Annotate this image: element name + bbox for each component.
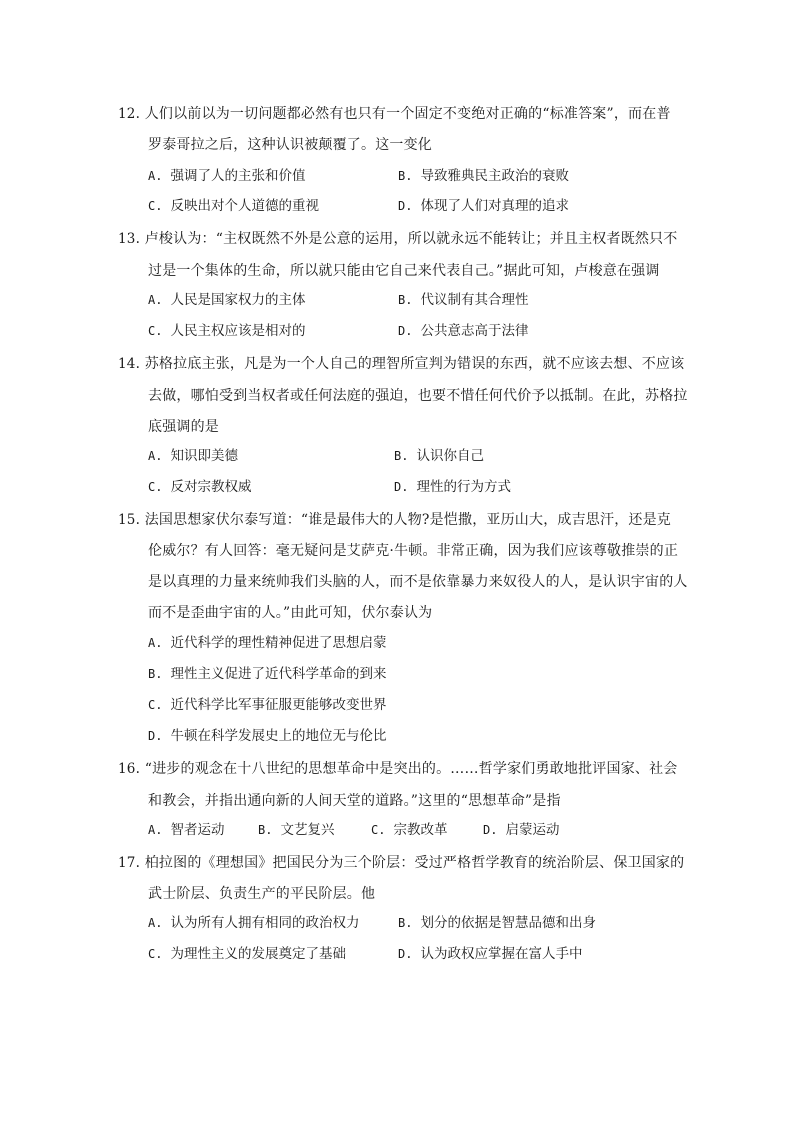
- question-17-line-1: [118, 848, 684, 878]
- option-a[interactable]: A. 智者运动: [148, 822, 225, 838]
- question-number: 12.: [118, 106, 141, 122]
- option-d[interactable]: D. 理性的行为方式: [394, 479, 511, 495]
- option-c[interactable]: C. 为理性主义的发展奠定了基础: [148, 946, 346, 962]
- question-number: 16.: [118, 761, 141, 777]
- question-text: 苏格拉底主张，凡是为一个人自己的理智所宣判为错误的东西，就不应该去想、不应该: [144, 356, 685, 372]
- question-number: 17.: [118, 855, 141, 871]
- option-a[interactable]: A. 知识即美德: [148, 448, 238, 464]
- option-b[interactable]: B. 代议制有其合理性: [398, 292, 529, 308]
- option-d[interactable]: D. 启蒙运动: [483, 822, 560, 838]
- option-b[interactable]: B. 划分的依据是智慧品德和出身: [398, 915, 596, 931]
- option-d[interactable]: D. 认为政权应掌握在富人手中: [398, 946, 583, 962]
- option-b[interactable]: B. 认识你自己: [394, 448, 484, 464]
- option-a[interactable]: A. 人民是国家权力的主体: [148, 292, 306, 308]
- option-c[interactable]: C. 反映出对个人道德的重视: [148, 198, 319, 214]
- option-c[interactable]: C. 宗教改革: [371, 822, 448, 838]
- question-text: 人们以前以为一切问题都必然有也只有一个固定不变绝对正确的“标准答案”，而在普: [144, 106, 671, 122]
- option-d[interactable]: D. 公共意志高于法律: [398, 323, 529, 339]
- question-text: 法国思想家伏尔泰写道：“谁是最伟大的人物?是恺撒，亚历山大，成吉思汗，还是克: [144, 512, 671, 528]
- question-12-line-2: 罗泰哥拉之后，这种认识被颠覆了。这一变化: [148, 137, 432, 153]
- question-text: 柏拉图的《理想国》把国民分为三个阶层：受过严格哲学教育的统治阶层、保卫国家的: [144, 855, 685, 871]
- question-number: 14.: [118, 356, 141, 372]
- question-12-line-1: [118, 99, 671, 129]
- question-text: “进步的观念在十八世纪的思想革命中是突出的。……哲学家们勇敢地批评国家、社会: [144, 761, 678, 777]
- question-number: 15.: [118, 512, 141, 528]
- question-15-line-3: 是以真理的力量来统帅我们头脑的人，而不是依靠暴力来奴役人的人，是认识宇宙的人: [148, 574, 688, 590]
- option-c[interactable]: C. 人民主权应该是相对的: [148, 323, 306, 339]
- question-number: 13.: [118, 231, 141, 247]
- option-b[interactable]: B. 导致雅典民主政治的衰败: [398, 168, 569, 184]
- option-c[interactable]: C. 反对宗教权威: [148, 479, 252, 495]
- question-16-line-1: [118, 754, 678, 784]
- option-a[interactable]: A. 近代科学的理性精神促进了思想启蒙: [148, 635, 387, 651]
- option-a[interactable]: A. 认为所有人拥有相同的政治权力: [148, 915, 360, 931]
- option-a[interactable]: A. 强调了人的主张和价值: [148, 168, 306, 184]
- question-13-line-2: 过是一个集体的生命，所以就只能由它自己来代表自己。”据此可知，卢梭意在强调: [148, 263, 660, 279]
- option-c[interactable]: C. 近代科学比军事征服更能够改变世界: [148, 697, 387, 713]
- question-13-line-1: [118, 224, 678, 254]
- question-15-line-2: 伦威尔？有人回答：毫无疑问是艾萨克·牛顿。非常正确，因为我们应该尊敬推崇的正: [148, 543, 679, 559]
- question-14-line-1: [118, 349, 684, 379]
- option-d[interactable]: D. 体现了人们对真理的追求: [398, 198, 569, 214]
- question-text: 卢梭认为：“主权既然不外是公意的运用，所以就永远不能转让；并且主权者既然只不: [144, 231, 678, 247]
- question-15-line-4: 而不是歪曲宇宙的人。”由此可知，伏尔泰认为: [148, 605, 433, 621]
- question-17-line-2: 武士阶层、负责生产的平民阶层。他: [148, 886, 376, 902]
- question-16-line-2: 和教会，并指出通向新的人间天堂的道路。”这里的“思想革命”是指: [148, 793, 561, 809]
- option-b[interactable]: B. 理性主义促进了近代科学革命的到来: [148, 666, 387, 682]
- option-b[interactable]: B. 文艺复兴: [258, 822, 335, 838]
- question-15-line-1: [118, 505, 671, 535]
- question-14-line-2: 去做，哪怕受到当权者或任何法庭的强迫，也要不惜任何代价予以抵制。在此，苏格拉: [148, 388, 688, 404]
- question-14-line-3: 底强调的是: [148, 419, 219, 435]
- option-d[interactable]: D. 牛顿在科学发展史上的地位无与伦比: [148, 728, 387, 744]
